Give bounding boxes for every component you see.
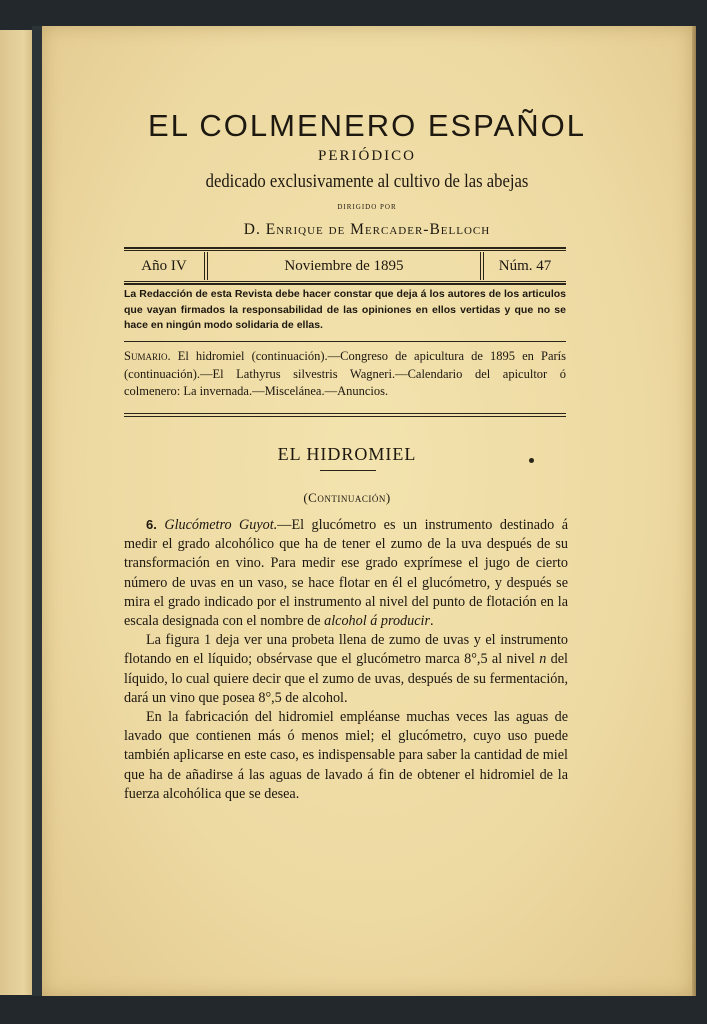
issue-date: Noviembre de 1895 (284, 257, 404, 274)
article-title: EL HIDROMIEL (277, 444, 417, 464)
summary-label: Sumario. (124, 349, 171, 363)
term-glucometro-guyot: Glucómetro Guyot. (164, 517, 278, 533)
issue-summary (124, 348, 566, 401)
header-rule-top (124, 247, 566, 249)
publication-tagline: dedicado exclusivamente al cultivo de las abejas (205, 172, 529, 192)
paragraph (124, 631, 568, 708)
article-body (124, 515, 568, 804)
paragraph-text: La figura 1 deja ver una probeta llena de zumo de uvas y el instrumento flotando en el líquido; obsérvase que el glucómetro marca 8°,5 al nivel (124, 632, 568, 668)
ink-dot (529, 458, 534, 463)
header-rule-bottom-thin (124, 281, 566, 282)
document-page (42, 26, 692, 996)
paragraph-text: —El glucómetro es un instrumento destinado á medir el grado alcohólico que ha de tener el zumo de la uva después de su transformación en vino. Para medir ese grado exprímese el jugo de cierto número de uvas en un vaso, se hace flotar en él el glucómetro, y después se mira el grado indicado por el instrumento al nivel del punto de flotación en la escala designada con el nombre de (124, 517, 569, 630)
paragraph (124, 708, 568, 804)
paragraph (124, 515, 568, 631)
issue-info-bar (124, 252, 566, 280)
paragraph-number: 6. (146, 517, 157, 532)
summary-rule-top (124, 341, 566, 342)
continuation-label: (Continuación) (303, 490, 391, 505)
issue-number: Núm. 47 (498, 257, 552, 274)
header-rule-top-thin (124, 250, 566, 251)
header-rule-bottom (124, 283, 566, 285)
paragraph-text: . (430, 613, 434, 630)
book-gutter (32, 26, 42, 996)
editorial-notice: La Redacción de esta Revista debe hacer constar que deja á los autores de los articulos que vayan firmados la responsabilidad de las opiniones en ellos vertidas y que no se hace en ningún modo solidaria de ellas. (124, 288, 566, 331)
publication-title: EL COLMENERO ESPAÑOL (148, 108, 586, 143)
paragraph-text: En la fabricación del hidromiel empléanse muchas veces las aguas de lavado que contienen más ó menos miel; el glucómetro, cuyo uso puede también aplicarse en este caso, es indispensable para saber la cantidad de miel que ha de añadirse á las aguas de lavado á fin de obtener el hidromiel de la fuerza alcohólica que se desea. (124, 709, 568, 802)
summary-rule-bottom-2 (124, 416, 566, 417)
title-underline (320, 470, 376, 471)
directed-by-label: DIRIGIDO POR (337, 203, 397, 211)
paragraph-text: del líquido, lo cual quiere decir que el zumo de uvas, después de su fermentación, dará un vino que posea 8°,5 de alcohol. (124, 651, 568, 706)
term-alcohol-a-producir: alcohol á producir (324, 613, 430, 630)
director-name: D. Enrique de Mercader-Belloch (243, 221, 491, 238)
variable-n: n (539, 651, 547, 668)
publication-subtitle: PERIÓDICO (317, 148, 416, 164)
summary-text: El hidromiel (continuación).—Congreso de apicultura de 1895 en París (continuación).—El Lathyrus silvestris Wagneri.—Calendario del apicultor ó colmenero: La invernada.—Miscelánea.—Anuncios. (124, 349, 566, 398)
issue-year: Año IV (141, 257, 187, 274)
summary-rule-bottom (124, 413, 566, 414)
